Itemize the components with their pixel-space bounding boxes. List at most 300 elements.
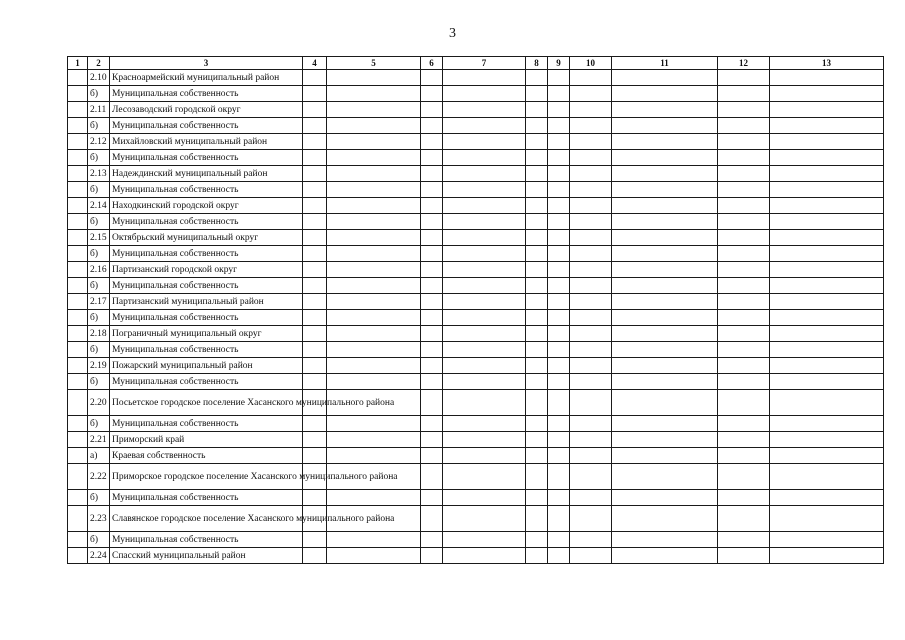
cell-col-8 [526,166,548,182]
cell-col-10 [570,490,612,506]
cell-col-13 [770,432,884,448]
cell-col-12 [718,548,770,564]
row-number: 2.18 [88,326,110,342]
cell-col-5 [327,278,421,294]
column-header-9: 9 [548,57,570,70]
cell-col-10 [570,416,612,432]
cell-col-4 [303,262,327,278]
table-row [68,310,884,326]
cell-col-5 [327,548,421,564]
row-number: 2.13 [88,166,110,182]
cell-col-13 [770,70,884,86]
cell-col-4 [303,448,327,464]
row-number: б) [88,182,110,198]
cell-col-5 [327,326,421,342]
row-number: 2.11 [88,102,110,118]
cell-col-7 [443,102,526,118]
cell-col-6 [421,198,443,214]
cell-col-11 [612,214,718,230]
cell-col-9 [548,532,570,548]
cell-col-6 [421,86,443,102]
cell-col-7 [443,198,526,214]
cell-col-6 [421,416,443,432]
cell-col-6 [421,548,443,564]
cell-col-8 [526,278,548,294]
cell-col-10 [570,166,612,182]
cell-col-12 [718,70,770,86]
cell-col-11 [612,86,718,102]
cell-col-12 [718,294,770,310]
cell-col-1 [68,490,88,506]
cell-col-1 [68,86,88,102]
cell-col-9 [548,86,570,102]
cell-col-4 [303,166,327,182]
cell-col-5 [327,490,421,506]
cell-col-7 [443,134,526,150]
cell-col-9 [548,262,570,278]
table-row [68,166,884,182]
row-number: 2.15 [88,230,110,246]
cell-col-6 [421,432,443,448]
cell-col-4 [303,374,327,390]
cell-col-7 [443,118,526,134]
cell-col-7 [443,548,526,564]
column-header-3: 3 [110,57,303,70]
cell-col-11 [612,118,718,134]
row-name: Спасский муниципальный район [110,548,303,564]
cell-col-7 [443,490,526,506]
row-name: Посьетское городское поселение Хасанского муниципального района [110,390,303,416]
row-number: б) [88,310,110,326]
cell-col-4 [303,310,327,326]
row-number: 2.21 [88,432,110,448]
cell-col-10 [570,326,612,342]
cell-col-11 [612,182,718,198]
cell-col-7 [443,506,526,532]
cell-col-8 [526,134,548,150]
row-number: б) [88,490,110,506]
cell-col-4 [303,358,327,374]
data-table [67,56,884,564]
cell-col-12 [718,102,770,118]
cell-col-12 [718,416,770,432]
cell-col-11 [612,464,718,490]
column-header-7: 7 [443,57,526,70]
cell-col-11 [612,166,718,182]
cell-col-7 [443,262,526,278]
cell-col-10 [570,246,612,262]
cell-col-5 [327,416,421,432]
cell-col-7 [443,374,526,390]
row-number: 2.24 [88,548,110,564]
table-row [68,262,884,278]
cell-col-9 [548,102,570,118]
cell-col-12 [718,326,770,342]
cell-col-9 [548,198,570,214]
row-name: Находкинский городской округ [110,198,303,214]
cell-col-8 [526,102,548,118]
cell-col-5 [327,432,421,448]
cell-col-9 [548,118,570,134]
cell-col-12 [718,166,770,182]
cell-col-8 [526,294,548,310]
cell-col-5 [327,102,421,118]
cell-col-10 [570,150,612,166]
cell-col-12 [718,464,770,490]
row-name: Октябрьский муниципальный округ [110,230,303,246]
cell-col-11 [612,230,718,246]
cell-col-8 [526,506,548,532]
cell-col-6 [421,134,443,150]
cell-col-4 [303,70,327,86]
cell-col-6 [421,246,443,262]
cell-col-11 [612,198,718,214]
row-number: б) [88,342,110,358]
cell-col-11 [612,70,718,86]
cell-col-11 [612,432,718,448]
cell-col-10 [570,310,612,326]
cell-col-1 [68,166,88,182]
table-row [68,326,884,342]
cell-col-6 [421,294,443,310]
cell-col-1 [68,506,88,532]
row-number: б) [88,246,110,262]
cell-col-12 [718,374,770,390]
page-number: 3 [449,26,456,41]
cell-col-10 [570,230,612,246]
cell-col-10 [570,464,612,490]
column-header-10: 10 [570,57,612,70]
row-name: Пограничный муниципальный округ [110,326,303,342]
cell-col-1 [68,358,88,374]
table-row [68,374,884,390]
column-header-5: 5 [327,57,421,70]
cell-col-9 [548,70,570,86]
cell-col-6 [421,310,443,326]
cell-col-9 [548,358,570,374]
row-name: Михайловский муниципальный район [110,134,303,150]
cell-col-12 [718,278,770,294]
column-header-2: 2 [88,57,110,70]
cell-col-5 [327,532,421,548]
cell-col-7 [443,464,526,490]
header-row [68,57,884,70]
cell-col-6 [421,532,443,548]
column-header-11: 11 [612,57,718,70]
cell-col-10 [570,70,612,86]
cell-col-8 [526,432,548,448]
table-row [68,230,884,246]
cell-col-5 [327,70,421,86]
row-name: Муниципальная собственность [110,532,303,548]
row-number: б) [88,86,110,102]
table-row [68,102,884,118]
table-row [68,342,884,358]
column-header-12: 12 [718,57,770,70]
cell-col-1 [68,150,88,166]
table-row [68,278,884,294]
row-number: б) [88,118,110,134]
cell-col-12 [718,86,770,102]
table-row [68,198,884,214]
cell-col-12 [718,532,770,548]
cell-col-9 [548,230,570,246]
cell-col-8 [526,416,548,432]
cell-col-9 [548,448,570,464]
cell-col-10 [570,182,612,198]
cell-col-6 [421,150,443,166]
table-row [68,134,884,150]
cell-col-7 [443,326,526,342]
cell-col-1 [68,310,88,326]
cell-col-10 [570,86,612,102]
cell-col-13 [770,262,884,278]
cell-col-11 [612,390,718,416]
cell-col-1 [68,214,88,230]
cell-col-13 [770,118,884,134]
cell-col-12 [718,490,770,506]
cell-col-12 [718,134,770,150]
cell-col-7 [443,230,526,246]
cell-col-1 [68,134,88,150]
cell-col-12 [718,342,770,358]
cell-col-8 [526,390,548,416]
cell-col-8 [526,490,548,506]
cell-col-6 [421,118,443,134]
cell-col-6 [421,182,443,198]
row-number: 2.23 [88,506,110,532]
cell-col-1 [68,548,88,564]
cell-col-9 [548,464,570,490]
cell-col-5 [327,86,421,102]
row-number: 2.17 [88,294,110,310]
cell-col-7 [443,166,526,182]
cell-col-8 [526,230,548,246]
row-number: 2.19 [88,358,110,374]
cell-col-10 [570,118,612,134]
cell-col-6 [421,448,443,464]
cell-col-13 [770,532,884,548]
cell-col-4 [303,342,327,358]
table-row [68,490,884,506]
cell-col-10 [570,432,612,448]
row-name: Партизанский муниципальный район [110,294,303,310]
cell-col-13 [770,342,884,358]
cell-col-8 [526,214,548,230]
cell-col-7 [443,246,526,262]
cell-col-8 [526,150,548,166]
cell-col-8 [526,262,548,278]
row-number: 2.14 [88,198,110,214]
cell-col-13 [770,506,884,532]
table-row [68,448,884,464]
column-header-6: 6 [421,57,443,70]
row-name: Муниципальная собственность [110,416,303,432]
cell-col-10 [570,198,612,214]
cell-col-10 [570,390,612,416]
cell-col-12 [718,198,770,214]
cell-col-9 [548,548,570,564]
cell-col-13 [770,310,884,326]
column-header-8: 8 [526,57,548,70]
table-row [68,294,884,310]
cell-col-11 [612,532,718,548]
cell-col-11 [612,342,718,358]
row-name: Муниципальная собственность [110,310,303,326]
cell-col-5 [327,358,421,374]
cell-col-13 [770,278,884,294]
cell-col-12 [718,358,770,374]
cell-col-5 [327,134,421,150]
cell-col-13 [770,548,884,564]
cell-col-8 [526,326,548,342]
cell-col-7 [443,150,526,166]
cell-col-1 [68,246,88,262]
cell-col-7 [443,182,526,198]
row-name: Муниципальная собственность [110,490,303,506]
cell-col-4 [303,102,327,118]
cell-col-5 [327,342,421,358]
cell-col-11 [612,134,718,150]
cell-col-1 [68,294,88,310]
row-number: 2.22 [88,464,110,490]
cell-col-11 [612,262,718,278]
cell-col-4 [303,326,327,342]
cell-col-5 [327,246,421,262]
cell-col-8 [526,548,548,564]
cell-col-5 [327,448,421,464]
cell-col-13 [770,358,884,374]
cell-col-12 [718,506,770,532]
cell-col-4 [303,432,327,448]
cell-col-7 [443,532,526,548]
cell-col-1 [68,70,88,86]
cell-col-13 [770,416,884,432]
cell-col-9 [548,294,570,310]
cell-col-6 [421,506,443,532]
table-row [68,464,884,490]
cell-col-6 [421,70,443,86]
table-row [68,532,884,548]
cell-col-10 [570,102,612,118]
cell-col-8 [526,246,548,262]
cell-col-11 [612,358,718,374]
cell-col-9 [548,214,570,230]
cell-col-4 [303,134,327,150]
cell-col-7 [443,358,526,374]
cell-col-13 [770,134,884,150]
row-name: Муниципальная собственность [110,182,303,198]
cell-col-13 [770,490,884,506]
cell-col-11 [612,150,718,166]
cell-col-1 [68,278,88,294]
cell-col-8 [526,532,548,548]
cell-col-5 [327,310,421,326]
cell-col-12 [718,118,770,134]
cell-col-6 [421,464,443,490]
cell-col-5 [327,150,421,166]
cell-col-7 [443,342,526,358]
cell-col-10 [570,506,612,532]
row-number: б) [88,374,110,390]
cell-col-13 [770,150,884,166]
cell-col-12 [718,390,770,416]
row-name: Красноармейский муниципальный район [110,70,303,86]
cell-col-11 [612,548,718,564]
cell-col-1 [68,326,88,342]
column-header-13: 13 [770,57,884,70]
cell-col-11 [612,246,718,262]
cell-col-4 [303,490,327,506]
cell-col-12 [718,214,770,230]
row-name: Муниципальная собственность [110,246,303,262]
cell-col-13 [770,246,884,262]
cell-col-8 [526,70,548,86]
cell-col-13 [770,448,884,464]
cell-col-7 [443,214,526,230]
cell-col-4 [303,86,327,102]
row-name: Пожарский муниципальный район [110,358,303,374]
cell-col-1 [68,432,88,448]
row-name: Партизанский городской округ [110,262,303,278]
cell-col-10 [570,214,612,230]
cell-col-11 [612,102,718,118]
row-name: Приморский край [110,432,303,448]
cell-col-9 [548,416,570,432]
cell-col-9 [548,374,570,390]
cell-col-9 [548,182,570,198]
cell-col-1 [68,198,88,214]
row-number: б) [88,150,110,166]
cell-col-12 [718,310,770,326]
cell-col-9 [548,134,570,150]
cell-col-5 [327,214,421,230]
cell-col-8 [526,118,548,134]
row-name: Муниципальная собственность [110,150,303,166]
cell-col-1 [68,464,88,490]
cell-col-12 [718,448,770,464]
cell-col-12 [718,150,770,166]
cell-col-9 [548,326,570,342]
cell-col-13 [770,464,884,490]
cell-col-11 [612,506,718,532]
cell-col-6 [421,358,443,374]
cell-col-9 [548,246,570,262]
cell-col-7 [443,86,526,102]
table-row [68,150,884,166]
table-row [68,432,884,448]
cell-col-13 [770,102,884,118]
cell-col-1 [68,118,88,134]
cell-col-11 [612,278,718,294]
table-row [68,214,884,230]
row-number: 2.16 [88,262,110,278]
table-body [68,70,884,564]
cell-col-4 [303,246,327,262]
cell-col-4 [303,294,327,310]
table-row [68,506,884,532]
cell-col-13 [770,198,884,214]
column-header-4: 4 [303,57,327,70]
cell-col-4 [303,214,327,230]
cell-col-11 [612,416,718,432]
cell-col-7 [443,278,526,294]
cell-col-10 [570,134,612,150]
cell-col-9 [548,490,570,506]
cell-col-10 [570,358,612,374]
cell-col-8 [526,86,548,102]
cell-col-7 [443,310,526,326]
